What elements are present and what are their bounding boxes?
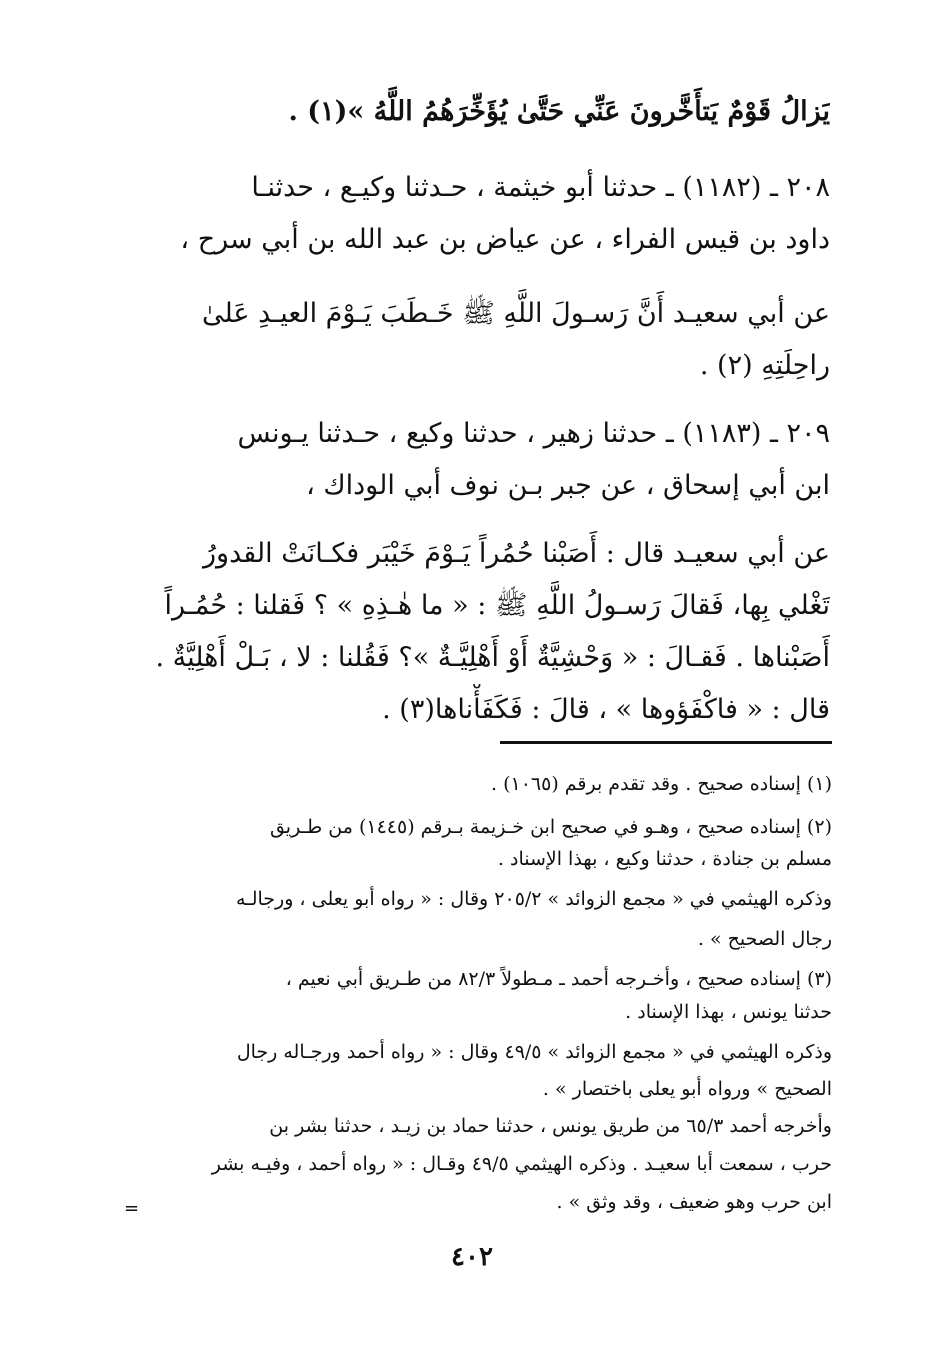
footnote-3-extra-1: وأخرجه أحمد ٦٥/٣ من طريق يونس ، حدثنا حماد بن زيـد ، حدثنا بشر بن [269,1115,832,1137]
text-line-11: قال : « فاكْفَؤوها » ، قالَ : فَكَفَأْناها(٣) . [382,694,830,725]
hadith-209-matn [140,528,830,736]
text-line-6: ٢٠٩ ـ (١١٨٣) ـ حدثنا زهير ، حدثنا وكيع ، حـدثنا يـونس [237,418,830,449]
continuation-marker: = [124,1198,140,1219]
hadith-208 [140,162,830,266]
text-line-10: أَصَبْناها . فَقـالَ : « وَحْشِيَّةٌ أَوْ أَهْلِيَّـةٌ »؟ فَقُلنا : لا ، بَـلْ أَهْلِيَّةٌ . [155,642,830,673]
text-line-4: عن أبي سعيـد أَنَّ رَسـولَ اللَّهِ ﷺ خَـطَبَ يَـوْمَ العيـدِ عَلىٰ [201,298,830,329]
text-line-3: داود بن قيس الفراء ، عن عياض بن عبد الله بن أبي سرح ، [180,224,830,255]
page-number: ٤٠٢ [451,1242,493,1272]
footnote-3-extra-2: حرب ، سمعت أبا سعيـد . وذكره الهيثمي ٤٩/٥ وقـال : « رواه أحمد ، وفيـه بشر [211,1153,832,1175]
footnote-1: (١) إسناده صحيح . وقد تقدم برقم (١٠٦٥) . [490,773,832,795]
text-line-2: ٢٠٨ ـ (١١٨٢) ـ حدثنا أبو خيثمة ، حـدثنا وكيـع ، حدثنـا [251,172,830,203]
text-line-5: راحِلَتِهِ (٢) . [699,350,830,381]
footnote-2: (٢) إسناده صحيح ، وهـو في صحيح ابن خـزيمة بـرقم (١٤٤٥) من طـريق [269,816,832,838]
footnote-3-extra-3: ابن حرب وهو ضعيف ، وقد وثق » . [556,1191,832,1213]
text-line-1: يَزالُ قَوْمٌ يَتأَخَّرونَ عَنِّي حَتَّىٰ يُؤَخِّرَهُمُ اللَّهُ »(١) . [288,96,830,127]
footnote-separator [500,741,832,744]
hadith-208-matn [140,288,830,392]
text-line-8: عن أبي سعيـد قال : أَصَبْنا حُمُراً يَـوْمَ خَيْبَر فكـانَتْ القدورُ [203,538,830,569]
footnote-3-note-cont: الصحيح » ورواه أبو يعلى باختصار » . [542,1078,832,1100]
footnote-2-note-cont: رجال الصحيح » . [697,928,832,950]
footnote-3-note: وذكره الهيثمي في « مجمع الزوائد » ٤٩/٥ وقال : « رواه أحمد ورجـاله رجال [236,1041,832,1063]
hadith-207-ending [140,86,830,138]
footnote-3: (٣) إسناده صحيح ، وأخـرجه أحمد ـ مـطولاً ٨٢/٣ من طـريق أبي نعيم ، [285,968,832,990]
hadith-209 [140,408,830,512]
text-line-9: تَغْلي بِها، فَقالَ رَسـولُ اللَّهِ ﷺ : « ما هٰـذِهِ » ؟ فَقلنا : حُمُـراً [164,590,830,621]
text-line-7: ابن أبي إسحاق ، عن جبر بـن نوف أبي الوداك ، [306,470,830,501]
footnote-2-note: وذكره الهيثمي في « مجمع الزوائد » ٢٠٥/٢ وقال : « رواه أبو يعلى ، ورجالـه [235,888,832,910]
footnote-2-cont: مسلم بن جنادة ، حدثنا وكيع ، بهذا الإسناد . [497,848,832,870]
footnote-3-cont: حدثنا يونس ، بهذا الإسناد . [625,1001,832,1023]
